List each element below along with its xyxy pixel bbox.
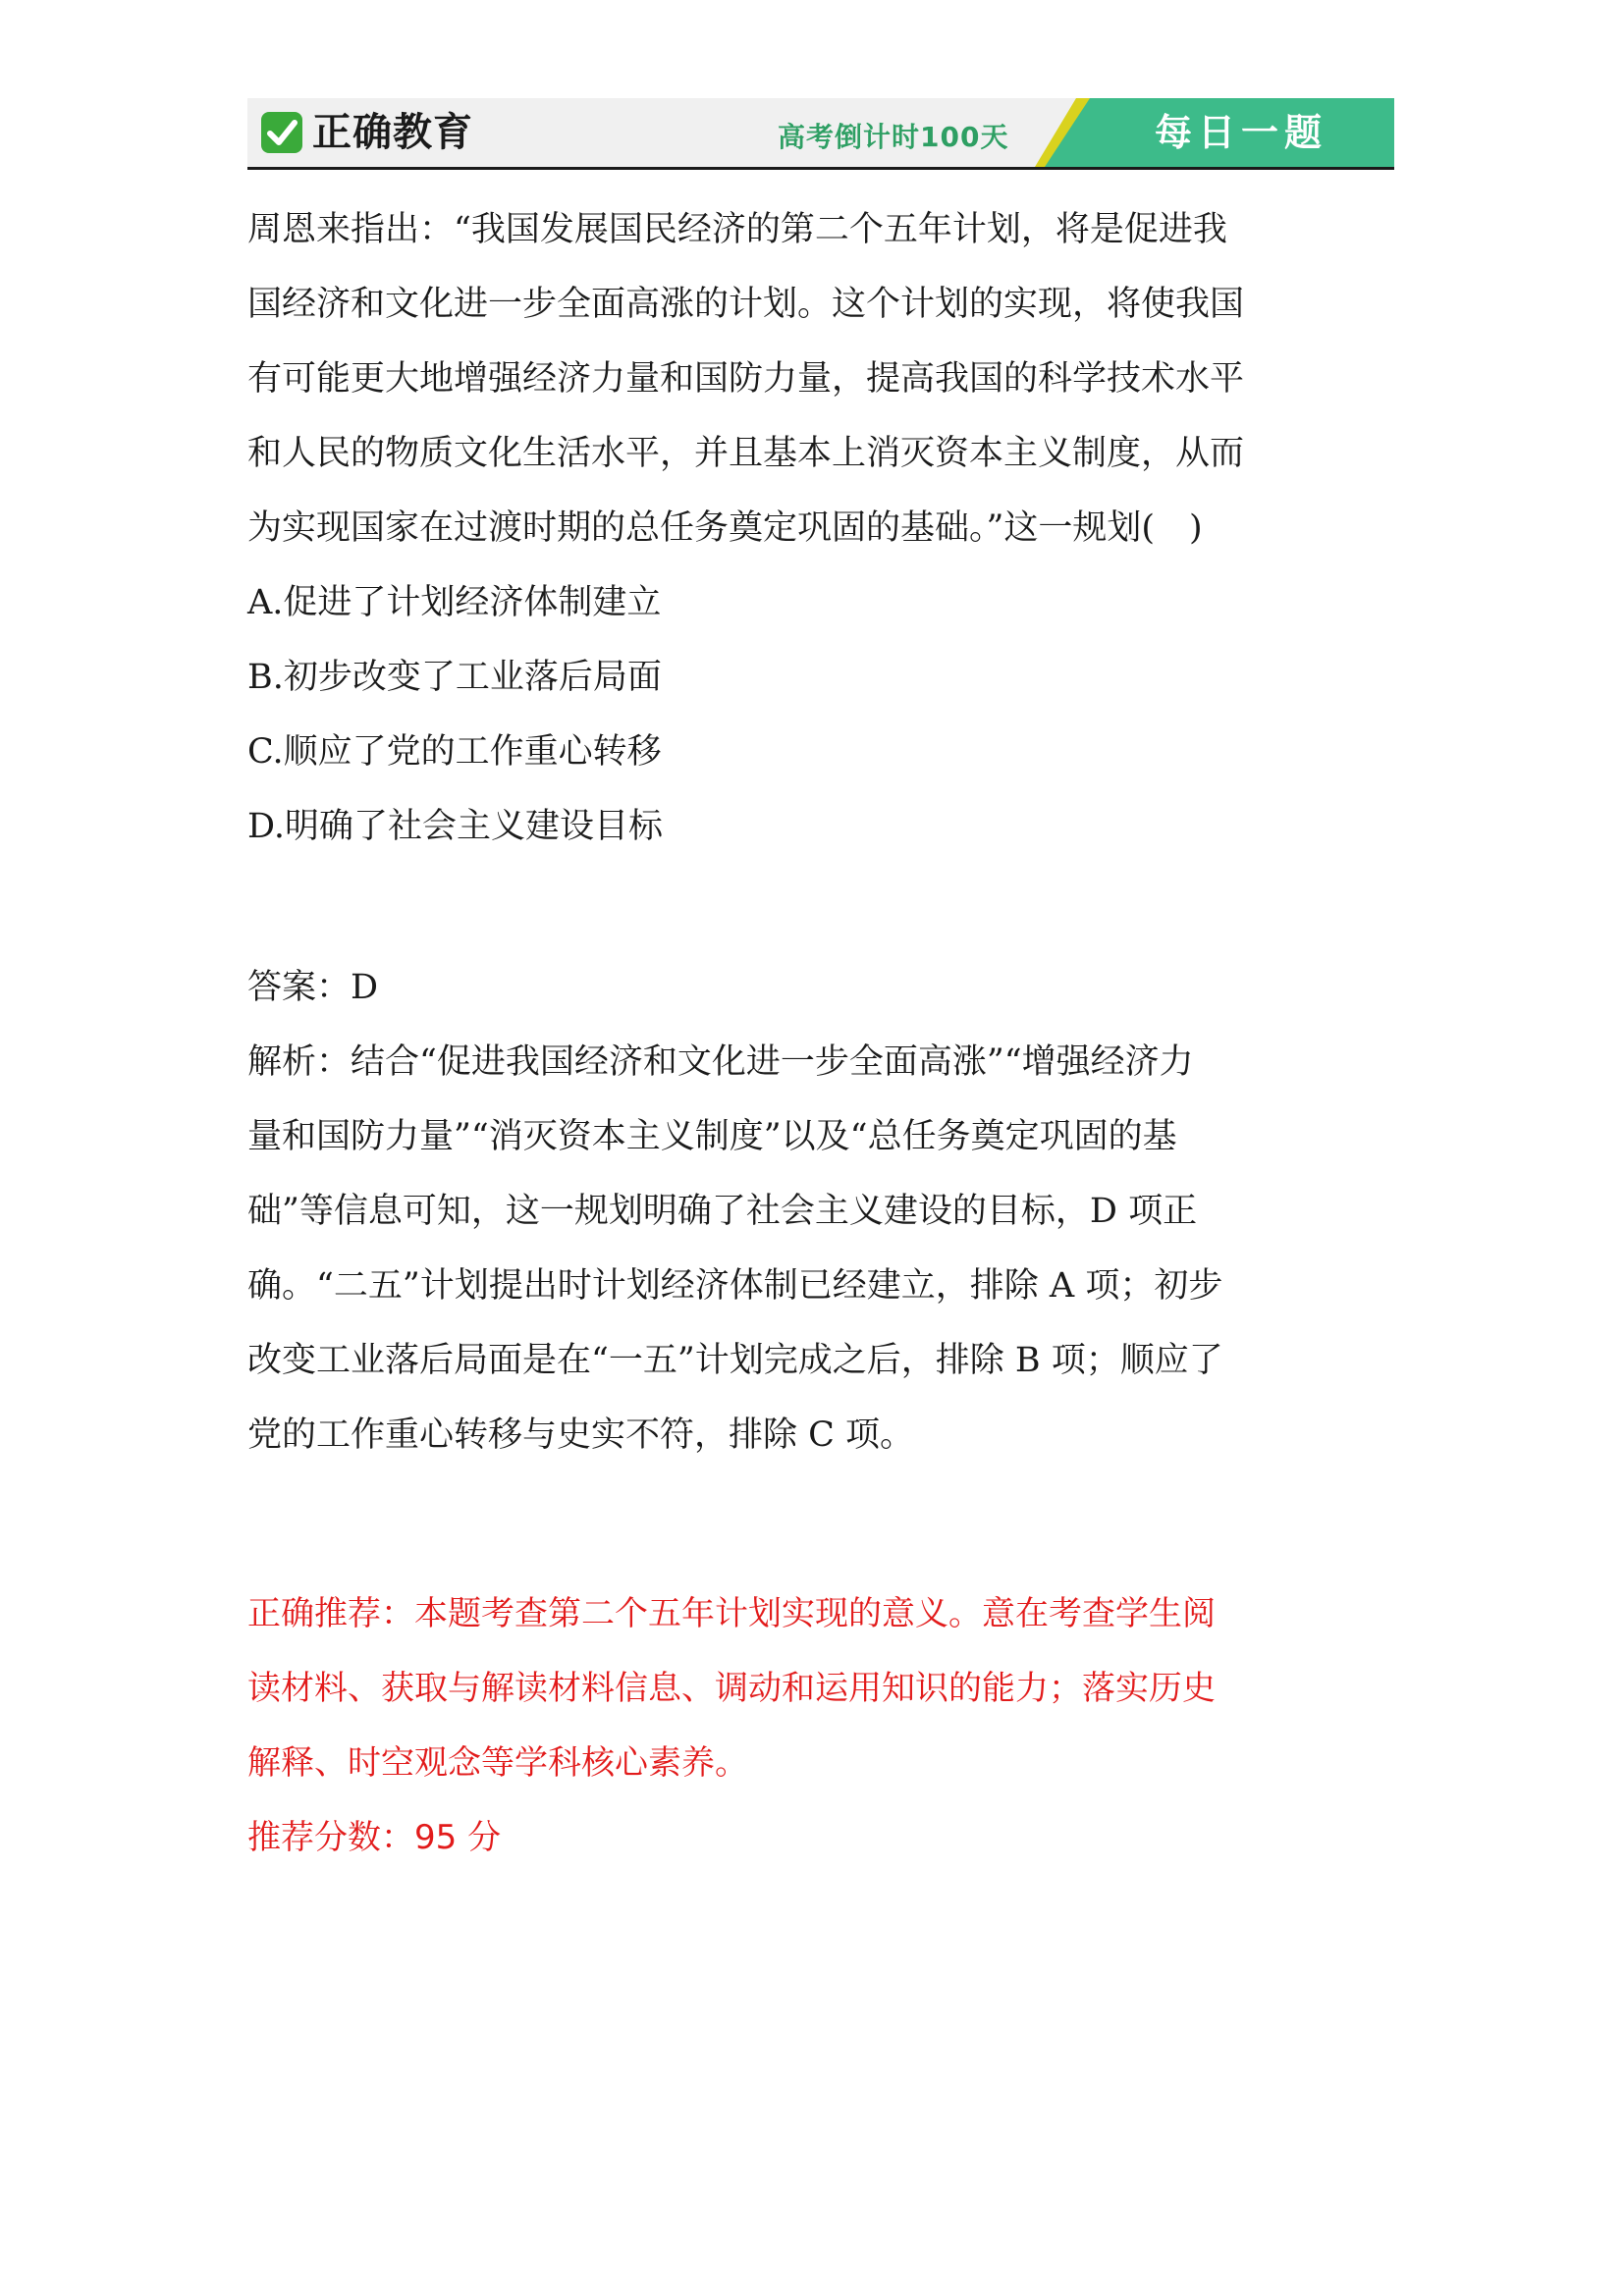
option-c: C.顺应了党的工作重心转移 [247, 732, 662, 772]
option-d: D.明确了社会主义建设目标 [247, 807, 663, 846]
recommend-line: 解释、时空观念等学科核心素养。 [247, 1743, 748, 1783]
daily-question-label: 每日一题 [1155, 111, 1328, 154]
question-line: 和人民的物质文化生活水平，并且基本上消灭资本主义制度，从而 [247, 434, 1245, 473]
answer-options [247, 565, 1377, 864]
question-line: 国经济和文化进一步全面高涨的计划。这个计划的实现，将使我国 [247, 285, 1245, 324]
brand-name: 正确教育 [312, 110, 473, 155]
analysis-line: 量和国防力量”“消灭资本主义制度”以及“总任务奠定巩固的基 [247, 1117, 1177, 1156]
recommend-line: 读材料、获取与解读材料信息、调动和运用知识的能力；落实历史 [247, 1669, 1216, 1708]
countdown-text: 高考倒计时100天 [778, 121, 1009, 153]
analysis-line: 改变工业落后局面是在“一五”计划完成之后，排除 B 项；顺应了 [247, 1341, 1223, 1380]
answer-line: 答案：D [247, 968, 379, 1007]
analysis-line: 确。“二五”计划提出时计划经济体制已经建立，排除 A 项；初步 [247, 1266, 1223, 1306]
option-b: B.初步改变了工业落后局面 [247, 658, 662, 697]
analysis-line: 础”等信息可知，这一规划明确了社会主义建设的目标，D 项正 [247, 1192, 1198, 1231]
checkmark-icon [261, 112, 302, 153]
document-body [247, 192, 1377, 1875]
analysis-line: 解析：结合“促进我国经济和文化进一步全面高涨”“增强经济力 [247, 1042, 1194, 1082]
question-line: 为实现国家在过渡时期的总任务奠定巩固的基础。”这一规划( ) [247, 508, 1203, 548]
header-banner [247, 98, 1394, 170]
recommend-line: 正确推荐：本题考查第二个五年计划实现的意义。意在考查学生阅 [247, 1594, 1216, 1633]
analysis [247, 1025, 1377, 1472]
question-line: 有可能更大地增强经济力量和国防力量，提高我国的科学技术水平 [247, 359, 1245, 399]
recommend-score: 推荐分数：95 分 [247, 1818, 502, 1857]
question-line: 周恩来指出：“我国发展国民经济的第二个五年计划，将是促进我 [247, 210, 1227, 249]
option-a: A.促进了计划经济体制建立 [247, 583, 662, 622]
recommendation [247, 1576, 1377, 1875]
analysis-line: 党的工作重心转移与史实不符，排除 C 项。 [247, 1415, 915, 1455]
question-stem [247, 192, 1377, 565]
